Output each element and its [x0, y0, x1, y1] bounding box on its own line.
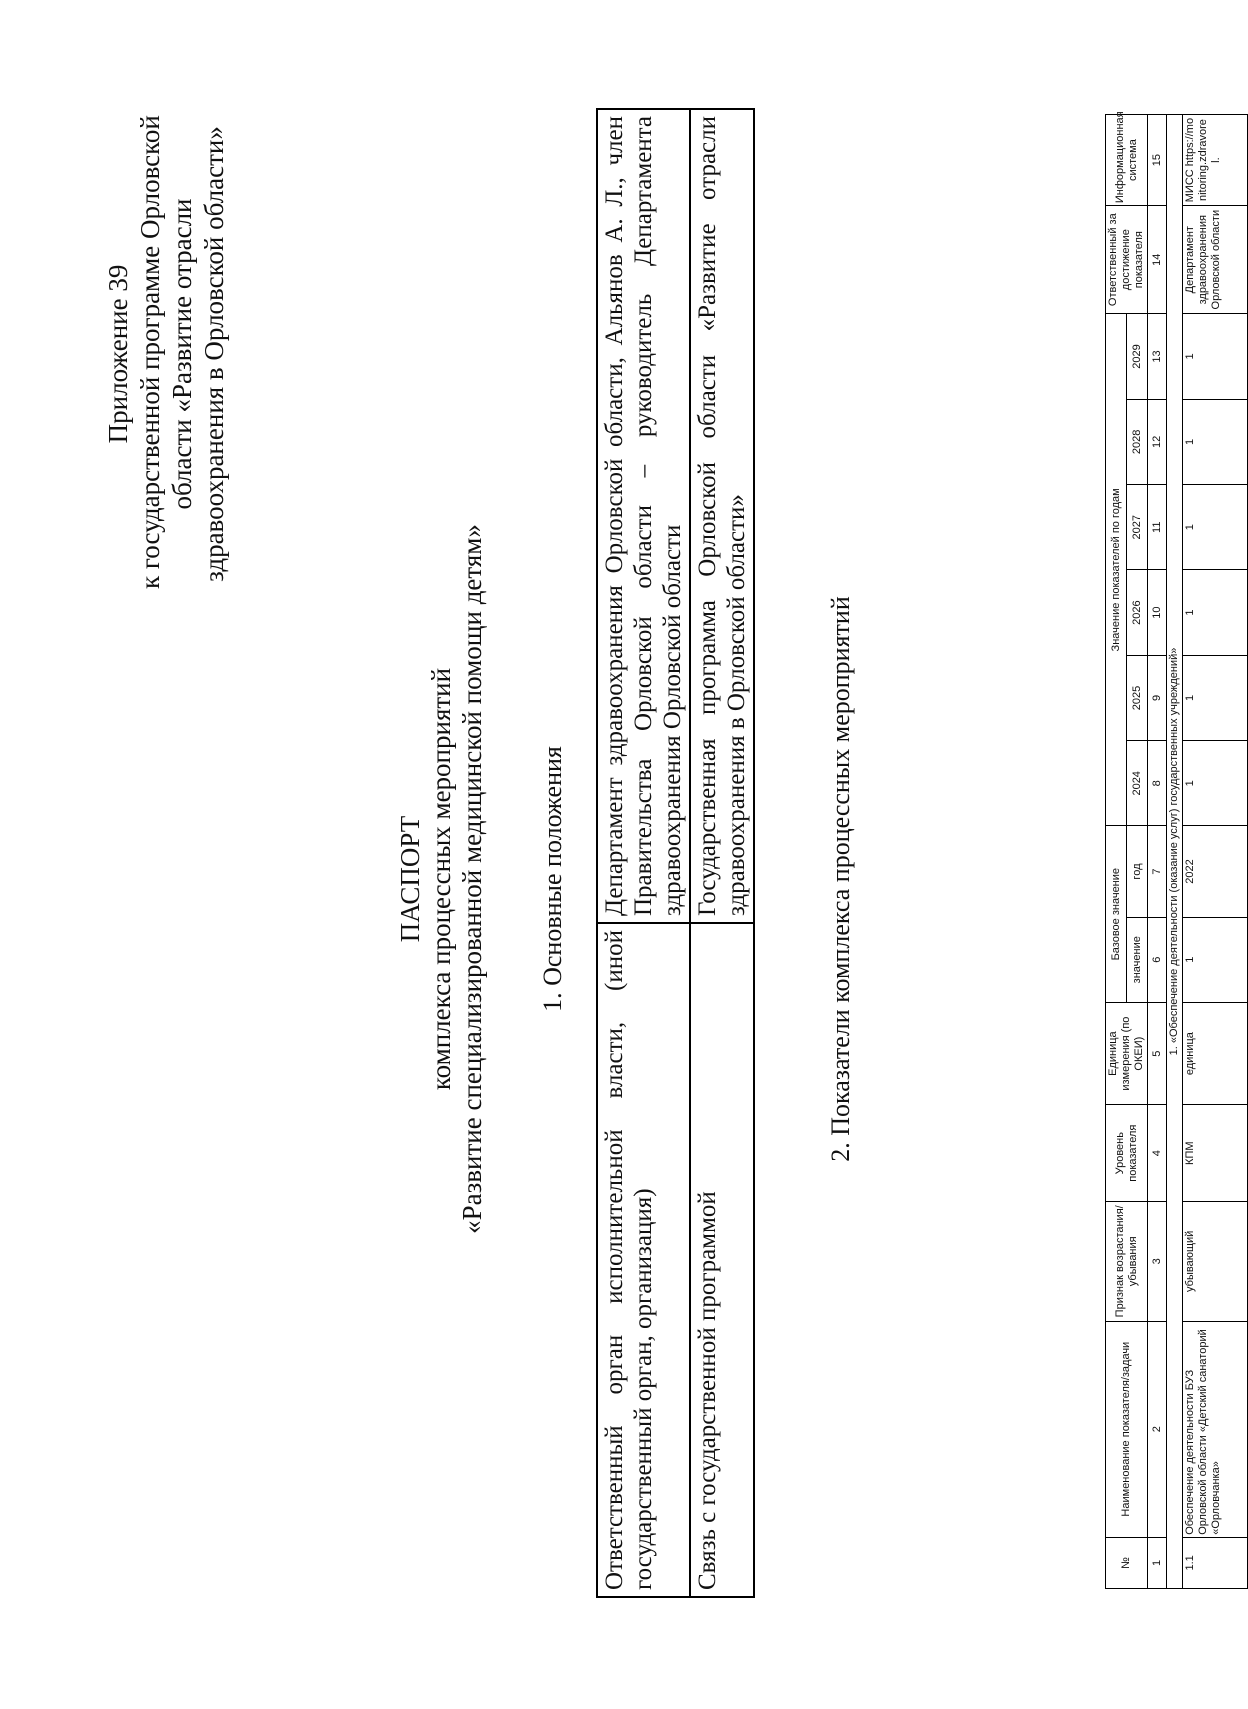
col-header-year: 2025	[1127, 655, 1148, 740]
section-row	[1167, 115, 1183, 1589]
program-link-value: Государственная программа Орловской области «Развитие отрасли здравоохранения в Орловской области»	[690, 109, 754, 923]
table-row	[597, 109, 690, 1597]
col-header-name: Наименование показателя/задачи	[1106, 1321, 1148, 1537]
table-row	[1183, 115, 1248, 1589]
column-number: 13	[1148, 314, 1167, 399]
column-number: 2	[1148, 1321, 1167, 1537]
row-year-value: 1	[1183, 741, 1248, 826]
section2-title: 2. Показатели комплекса процессных мероприятий	[826, 596, 855, 1162]
main-provisions-table	[596, 108, 755, 1598]
indicators-table	[1105, 111, 1248, 1589]
col-header-year: 2029	[1127, 314, 1148, 399]
col-header-base-value: значение	[1127, 917, 1148, 1002]
col-header-responsible: Ответственный за достижение показателя	[1106, 206, 1148, 314]
col-header-year: 2026	[1127, 570, 1148, 655]
column-numbers-row	[1148, 115, 1167, 1589]
header-row	[1106, 115, 1127, 1589]
row-system: МИСС https://monitoring.zdravorel.	[1183, 115, 1248, 206]
column-number: 15	[1148, 115, 1167, 206]
col-header-year: 2027	[1127, 485, 1148, 570]
column-number: 10	[1148, 570, 1167, 655]
column-number: 14	[1148, 206, 1167, 314]
col-header-year: 2028	[1127, 399, 1148, 484]
row-level: КПМ	[1183, 1105, 1248, 1202]
program-link-label: Связь с государственной программой	[690, 923, 754, 1597]
column-number: 4	[1148, 1105, 1167, 1202]
row-sign: убывающий	[1183, 1202, 1248, 1322]
appendix-note	[102, 115, 230, 589]
row-num: 1.1	[1183, 1537, 1248, 1588]
responsible-body-label: Ответственный орган исполнительной власти, (иной государственный орган, организация)	[597, 923, 690, 1597]
row-year-value: 1	[1183, 314, 1248, 399]
col-header-level: Уровень показателя	[1106, 1105, 1148, 1202]
table-row	[690, 109, 754, 1597]
section1-title: 1. Основные положения	[538, 746, 567, 1012]
row-year-value: 1	[1183, 399, 1248, 484]
row-year-value: 1	[1183, 485, 1248, 570]
appendix-line: здравоохранения в Орловской области»	[199, 126, 229, 582]
row-name: Обеспечение деятельности БУЗ Орловской области «Детский санаторий «Орловчанка»	[1183, 1321, 1248, 1537]
col-header-base: Базовое значение	[1106, 826, 1127, 1002]
appendix-line: области «Развитие отрасли	[167, 198, 197, 510]
passport-heading	[395, 279, 488, 1479]
row-year-value: 1	[1183, 655, 1248, 740]
row-year-value: 1	[1183, 570, 1248, 655]
col-header-year: 2024	[1127, 741, 1148, 826]
column-number: 1	[1148, 1537, 1167, 1588]
column-number: 8	[1148, 741, 1167, 826]
column-number: 11	[1148, 485, 1167, 570]
col-header-sign: Признак возрастания/ убывания	[1106, 1202, 1148, 1322]
column-number: 5	[1148, 1002, 1167, 1104]
col-header-num: №	[1106, 1537, 1148, 1588]
passport-name: «Развитие специализированной медицинской помощи детям»	[457, 524, 487, 1234]
passport-title: ПАСПОРТ	[395, 815, 425, 943]
appendix-line: к государственной программе Орловской	[135, 115, 165, 589]
passport-subtitle: комплекса процессных мероприятий	[426, 667, 456, 1091]
column-number: 12	[1148, 399, 1167, 484]
col-header-system: Информационная система	[1106, 115, 1148, 206]
row-responsible: Департамент здравоохранения Орловской области	[1183, 206, 1248, 314]
responsible-body-value: Департамент здравоохранения Орловской области, Альянов А. Л., член Правительства Орловской области – руководитель Департамента здравоохранения Орловской области	[597, 109, 690, 923]
column-number: 6	[1148, 917, 1167, 1002]
appendix-line: Приложение 39	[103, 264, 133, 444]
row-base-value: 1	[1183, 917, 1248, 1002]
row-base-year: 2022	[1183, 826, 1248, 917]
row-unit: единица	[1183, 1002, 1248, 1104]
col-header-unit: Единица измерения (по ОКЕИ)	[1106, 1002, 1148, 1104]
section-row-title: 1. «Обеспечение деятельности (оказание услуг) государственных учреждений»	[1167, 115, 1183, 1589]
column-number: 7	[1148, 826, 1167, 917]
column-number: 3	[1148, 1202, 1167, 1322]
col-header-base-year: год	[1127, 826, 1148, 917]
column-number: 9	[1148, 655, 1167, 740]
col-header-years-group: Значение показателей по годам	[1106, 314, 1127, 826]
